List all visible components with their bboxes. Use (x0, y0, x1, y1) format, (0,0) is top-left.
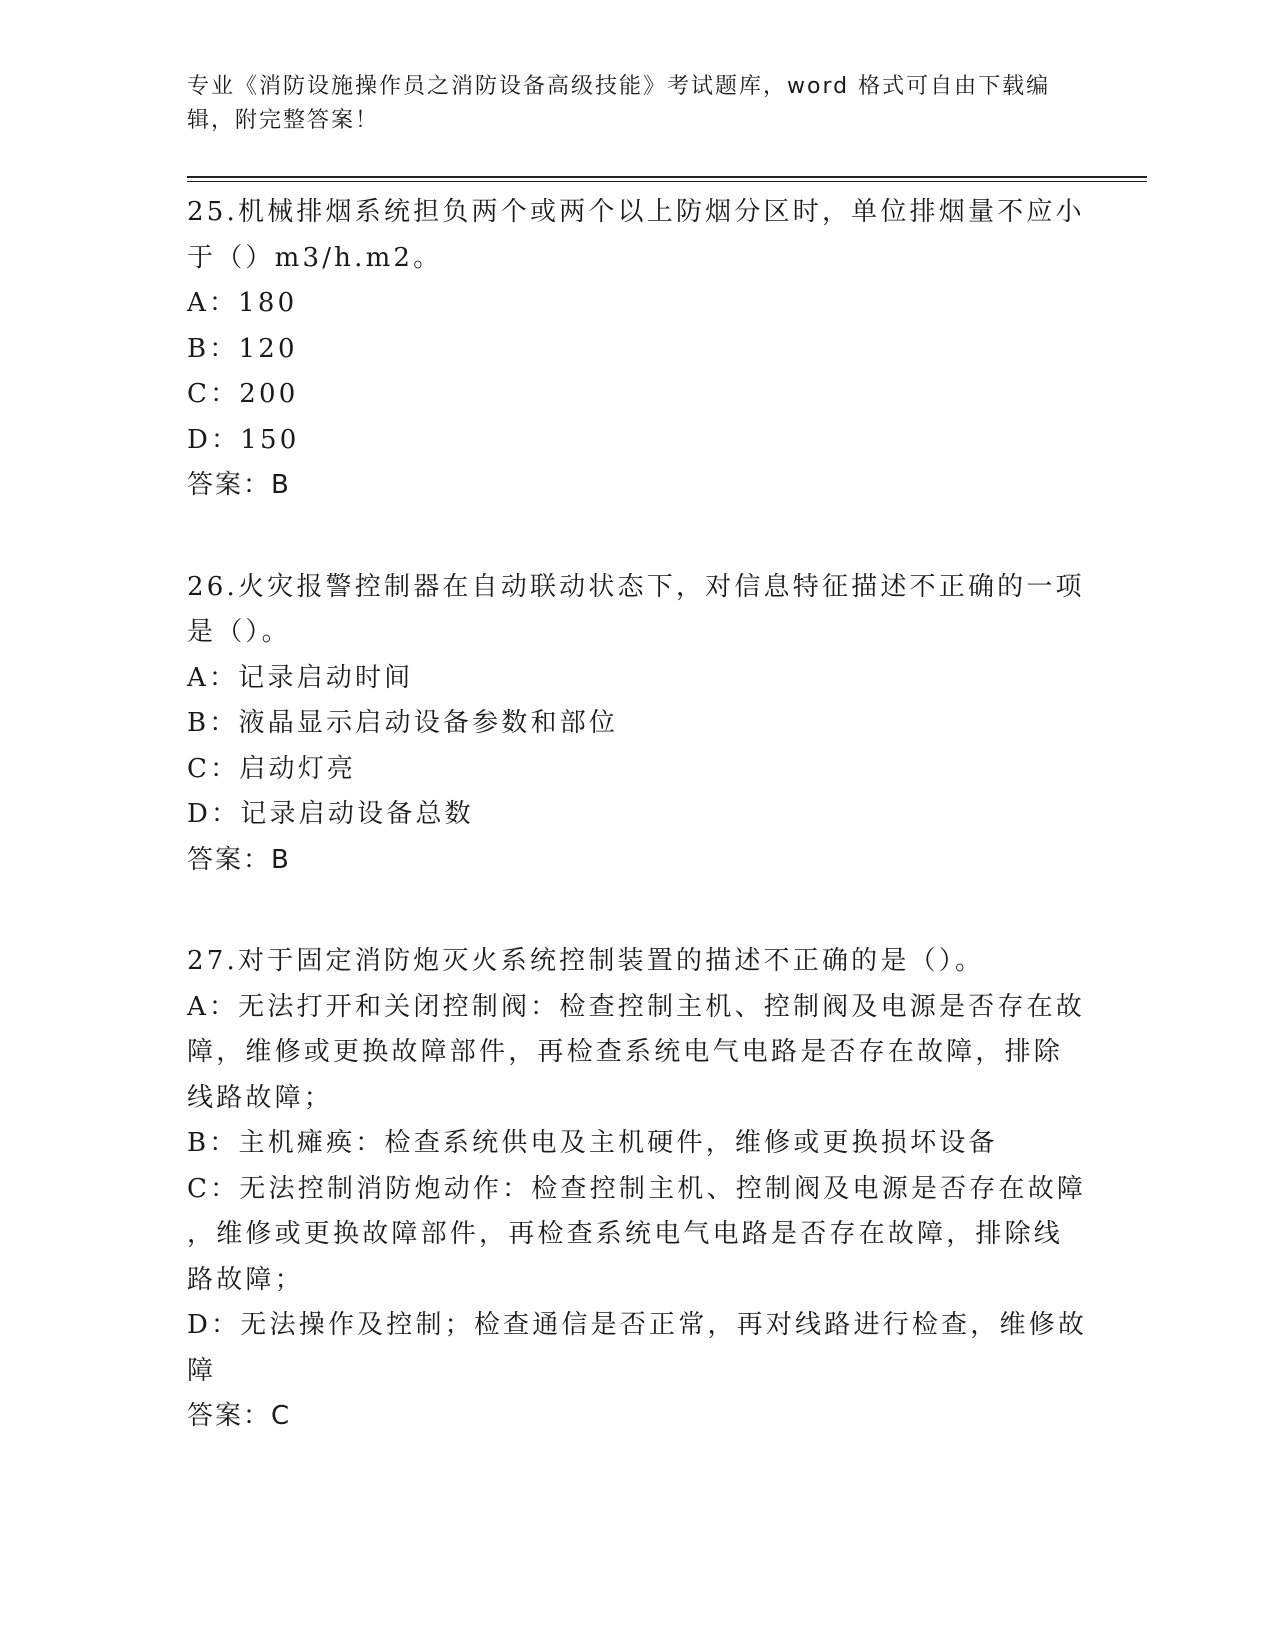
question-stem-line: 是（）。 (187, 617, 291, 647)
question-stem-line: 26.火灾报警控制器在自动联动状态下，对信息特征描述不正确的一项 (187, 571, 1085, 602)
option-c-line: C：无法控制消防炮动作：检查控制主机、控制阀及电源是否存在故障 (187, 1173, 1087, 1204)
document-header (187, 70, 1067, 138)
header-line: 辑，附完整答案！ (187, 108, 380, 133)
answer-line: 答案：B (187, 470, 291, 500)
header-line: 专业《消防设施操作员之消防设备高级技能》考试题库，word 格式可自由下载编 (187, 74, 1051, 99)
option-a-line: 线路故障； (187, 1082, 334, 1113)
option-c: C：启动灯亮 (187, 753, 357, 784)
option-a-line: 障，维修或更换故障部件，再检查系统电气电路是否存在故障，排除 (187, 1037, 1064, 1067)
question-27 (187, 939, 1147, 1440)
question-stem-line: 于（）m3/h.m2。 (187, 242, 443, 273)
option-a-line: A：无法打开和关闭控制阀：检查控制主机、控制阀及电源是否存在故 (187, 991, 1085, 1022)
option-b (187, 1121, 1147, 1167)
option-d: D：150 (187, 424, 300, 455)
divider-line-thick (187, 176, 1147, 178)
option-a: A：180 (187, 288, 298, 318)
option-b: B：120 (187, 333, 298, 364)
option-d-line: D：无法操作及控制；检查通信是否正常，再对线路进行检查，维修故 (187, 1310, 1088, 1340)
document-page (187, 70, 1147, 1440)
option-d: D：记录启动设备总数 (187, 799, 474, 829)
question-25 (187, 190, 1147, 509)
option-c (187, 1167, 1147, 1304)
question-26 (187, 565, 1147, 884)
option-c-line: ，维修或更换故障部件，再检查系统电气电路是否存在故障，排除线 (187, 1219, 1064, 1249)
option-c: C：200 (187, 379, 299, 409)
option-c-line: 路故障； (187, 1264, 304, 1295)
question-stem-line: 25.机械排烟系统担负两个或两个以上防烟分区时，单位排烟量不应小 (187, 197, 1085, 227)
option-a: A：记录启动时间 (187, 662, 414, 693)
option-a (187, 985, 1147, 1122)
option-b: B：液晶显示启动设备参数和部位 (187, 708, 619, 738)
question-stem-line: 27.对于固定消防炮灭火系统控制装置的描述不正确的是（）。 (187, 946, 985, 976)
option-d-line: 障 (187, 1355, 217, 1386)
divider-line-thin (187, 181, 1147, 182)
answer-line: 答案：B (187, 844, 291, 875)
option-b-line: B：主机瘫痪：检查系统供电及主机硬件，维修或更换损坏设备 (187, 1128, 998, 1158)
answer-line: 答案：C (187, 1401, 292, 1431)
header-divider (187, 176, 1147, 182)
option-d (187, 1303, 1147, 1394)
